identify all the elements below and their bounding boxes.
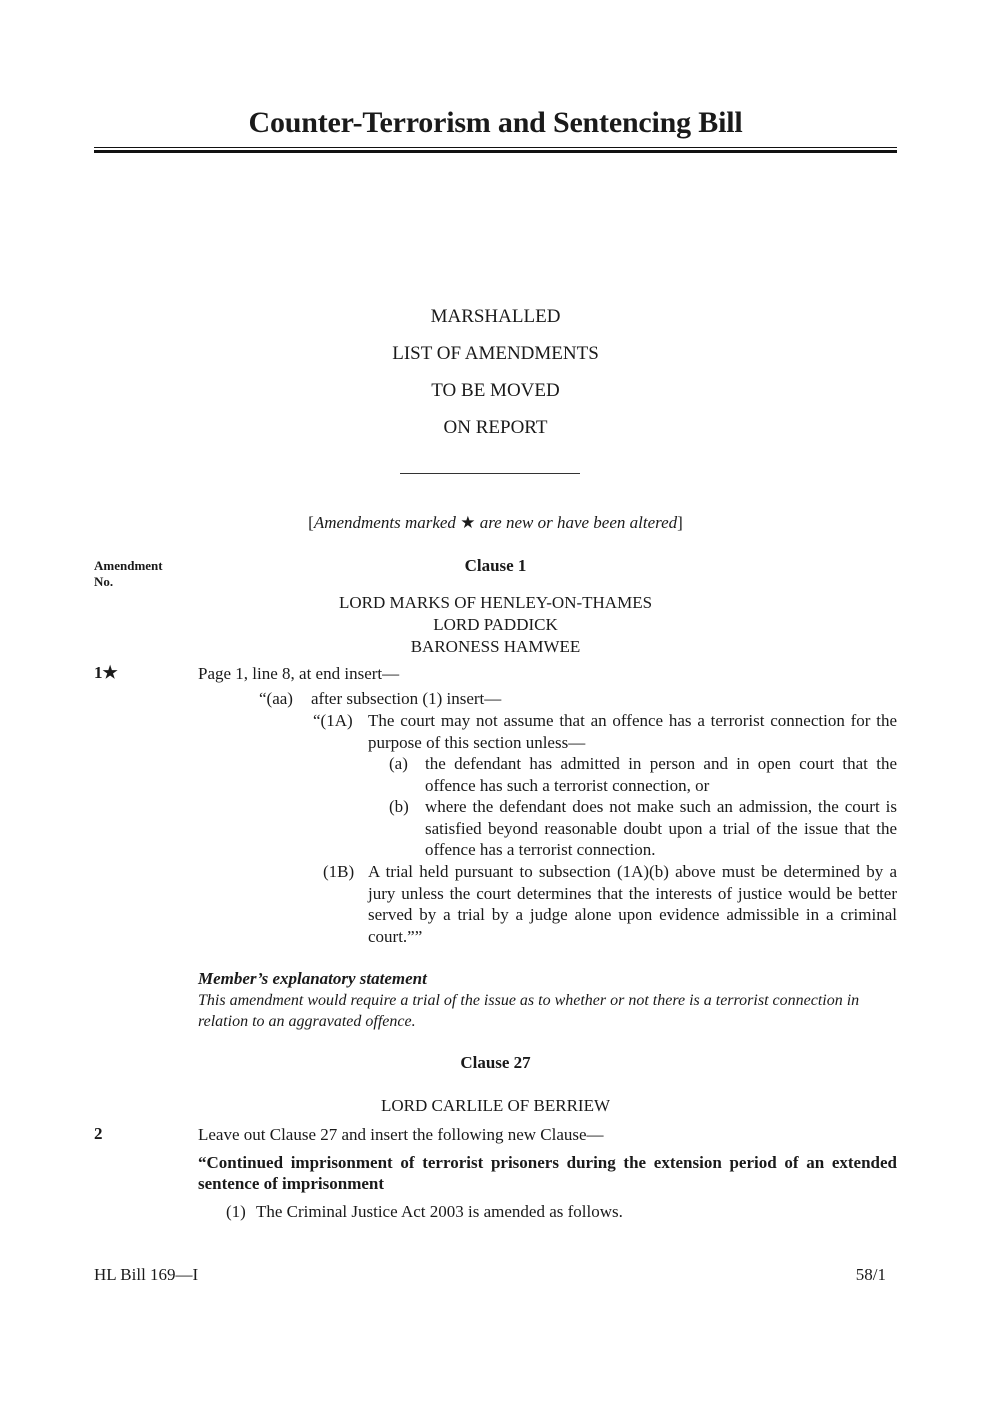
title-rule-thick <box>94 150 897 153</box>
amendment-instruction: Page 1, line 8, at end insert— <box>198 664 400 683</box>
bill-reference: HL Bill 169—I <box>94 1265 199 1284</box>
sponsor-list <box>94 1095 897 1117</box>
para-label: (a) <box>389 754 408 773</box>
cover-line-1: MARSHALLED <box>430 306 561 327</box>
para-b <box>389 796 897 861</box>
amendment-number: 1★ <box>94 663 118 682</box>
sponsor-name: BARONESS HAMWEE <box>410 637 581 656</box>
para-text: after subsection (1) insert— <box>311 689 502 708</box>
star-icon: ★ <box>460 513 476 532</box>
para-label: (1) <box>226 1202 246 1221</box>
para-text: A trial held pursuant to subsection (1A)(b) above must be determined by a jury unless the court determines that the interests of justice would be better served by a trial by a judge alone upon evidence admissible in a criminal court.”” <box>368 862 897 946</box>
new-clause-heading: “Continued imprisonment of terrorist prisoners during the extension period of an extended sentence of imprisonment <box>198 1153 897 1193</box>
para-text: The Criminal Justice Act 2003 is amended as follows. <box>256 1202 623 1221</box>
sponsor-list <box>94 592 897 658</box>
sponsor-name: LORD CARLILE OF BERRIEW <box>380 1096 611 1115</box>
subsection-1 <box>226 1201 897 1223</box>
note-text-2: are new or have been altered <box>479 513 678 532</box>
cover-divider <box>400 473 580 474</box>
para-label: “(aa) <box>259 689 293 708</box>
note-bracket-close: ] <box>677 513 683 532</box>
sponsor-name: LORD MARKS OF HENLEY-ON-THAMES <box>338 593 653 612</box>
clause-heading: Clause 27 <box>460 1053 531 1072</box>
document-title: Counter-Terrorism and Sentencing Bill <box>248 106 743 139</box>
cover-line-2: LIST OF AMENDMENTS <box>392 343 599 364</box>
cover-line-4: ON REPORT <box>443 417 548 438</box>
amendment-number: 2 <box>94 1124 103 1143</box>
title-rule-thin <box>94 147 897 148</box>
subsection-1B <box>323 861 897 947</box>
para-label: (b) <box>389 797 409 816</box>
note-bracket-open: [ <box>308 513 314 532</box>
explanatory-statement-text: This amendment would require a trial of the issue as to whether or not there is a terrorist connection in relation to an aggravated offence. <box>198 992 860 1030</box>
para-text: The court may not assume that an offence has a terrorist connection for the purpose of this section unless— <box>368 711 897 752</box>
explanatory-statement-title: Member’s explanatory statement <box>198 969 427 988</box>
column-header-line-1: Amendment <box>94 558 163 573</box>
amendment-instruction: Leave out Clause 27 and insert the following new Clause— <box>198 1125 604 1144</box>
para-aa <box>259 688 899 710</box>
cover-line-3: TO BE MOVED <box>431 380 560 401</box>
amendments-note <box>94 513 897 533</box>
column-header-line-2: No. <box>94 574 114 589</box>
subsection-1A <box>313 710 897 753</box>
note-text-1: Amendments marked <box>313 513 456 532</box>
para-text: where the defendant does not make such an admission, the court is satisfied beyond reasonable doubt upon a trial of the issue that the offence has a terrorist connection. <box>425 797 897 859</box>
para-text: the defendant has admitted in person and in open court that the offence has such a terrorist connection, or <box>425 754 897 795</box>
sponsor-name: LORD PADDICK <box>433 615 558 634</box>
para-a <box>389 753 897 796</box>
clause-heading: Clause 1 <box>464 556 527 575</box>
para-label: (1B) <box>323 862 355 881</box>
page-reference: 58/1 <box>855 1265 886 1284</box>
para-label: “(1A) <box>313 711 353 730</box>
